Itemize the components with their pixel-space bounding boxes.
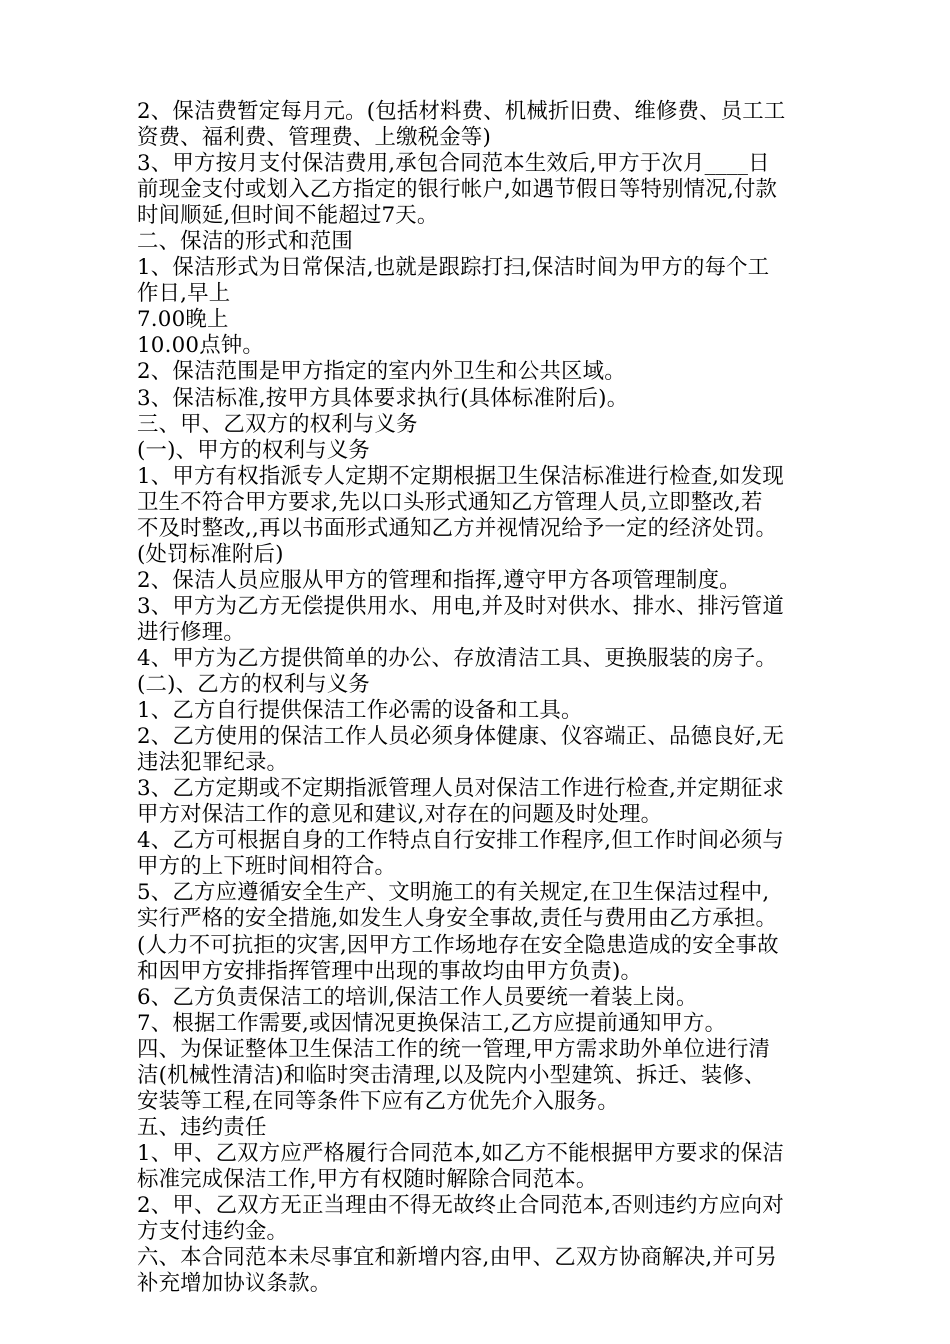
- text-line: 安装等工程,在同等条件下应有乙方优先介入服务。: [137, 1088, 619, 1114]
- text-line: 1、甲、乙双方应严格履行合同范本,如乙方不能根据甲方要求的保洁: [137, 1140, 784, 1166]
- text-line: 甲方的上下班时间相符合。: [137, 854, 397, 880]
- text-line: (人力不可抗拒的灾害,因甲方工作场地存在安全隐患造成的安全事故: [137, 932, 779, 958]
- text-line: 洁(机械性清洁)和临时突击清理,以及院内小型建筑、拆迁、装修、: [137, 1062, 766, 1088]
- section-heading: 三、甲、乙双方的权利与义务: [137, 411, 418, 437]
- text-line: 1、甲方有权指派专人定期不定期根据卫生保洁标准进行检查,如发现: [137, 463, 784, 489]
- text-line: 1、保洁形式为日常保洁,也就是跟踪打扫,保洁时间为甲方的每个工: [137, 255, 770, 281]
- text-line: 实行严格的安全措施,如发生人身安全事故,责任与费用由乙方承担。: [137, 906, 778, 932]
- text-line: 6、乙方负责保洁工的培训,保洁工作人员要统一着装上岗。: [137, 984, 698, 1010]
- text-line: 2、保洁费暂定每月元。(包括材料费、机械折旧费、维修费、员工工: [137, 99, 786, 124]
- text-line: 3、甲方按月支付保洁费用,承包合同范本生效后,甲方于次月____日: [137, 151, 770, 177]
- text-line: 5、乙方应遵循安全生产、文明施工的有关规定,在卫生保洁过程中,: [137, 880, 770, 906]
- text-line: 方支付违约金。: [137, 1219, 289, 1245]
- text-line: 甲方对保洁工作的意见和建议,对存在的问题及时处理。: [137, 802, 663, 828]
- text-line: 2、保洁人员应服从甲方的管理和指挥,遵守甲方各项管理制度。: [137, 567, 741, 593]
- text-line: 资费、福利费、管理费、上缴税金等): [137, 125, 491, 151]
- text-line: 和因甲方安排指挥管理中出现的事故均由甲方负责)。: [137, 958, 643, 984]
- text-line: 2、保洁范围是甲方指定的室内外卫生和公共区域。: [137, 359, 626, 385]
- text-line: 标准完成保洁工作,甲方有权随时解除合同范本。: [137, 1166, 598, 1192]
- text-line: 六、本合同范本未尽事宜和新增内容,由甲、乙双方协商解决,并可另: [137, 1245, 778, 1271]
- subsection-heading: (二)、乙方的权利与义务: [137, 672, 370, 698]
- text-line: 2、乙方使用的保洁工作人员必须身体健康、仪容端正、品德良好,无: [137, 724, 784, 750]
- document-body: [137, 99, 827, 1297]
- text-line: 3、甲方为乙方无偿提供用水、用电,并及时对供水、排水、排污管道: [137, 593, 784, 619]
- text-line: 4、甲方为乙方提供简单的办公、存放清洁工具、更换服装的房子。: [137, 645, 777, 671]
- text-line: 1、乙方自行提供保洁工作必需的设备和工具。: [137, 698, 583, 724]
- text-line: 4、乙方可根据自身的工作特点自行安排工作程序,但工作时间必须与: [137, 828, 784, 854]
- text-line: 卫生不符合甲方要求,先以口头形式通知乙方管理人员,立即整改,若: [137, 489, 763, 515]
- text-line: 作日,早上: [137, 281, 231, 307]
- section-heading: 二、保洁的形式和范围: [137, 229, 353, 255]
- text-line: (处罚标准附后): [137, 541, 284, 567]
- section-heading: 五、违约责任: [137, 1114, 267, 1140]
- text-line: 2、甲、乙双方无正当理由不得无故终止合同范本,否则违约方应向对: [137, 1192, 784, 1218]
- text-line: 违法犯罪纪录。: [137, 750, 289, 776]
- text-line: 7.00晚上: [137, 307, 229, 333]
- subsection-heading: (一)、甲方的权利与义务: [137, 437, 370, 463]
- text-line: 10.00点钟。: [137, 333, 265, 359]
- text-line: 时间顺延,但时间不能超过7天。: [137, 203, 439, 229]
- text-line: 补充增加协议条款。: [137, 1271, 332, 1297]
- text-line: 四、为保证整体卫生保洁工作的统一管理,甲方需求助外单位进行清: [137, 1036, 771, 1062]
- text-line: 前现金支付或划入乙方指定的银行帐户,如遇节假日等特别情况,付款: [137, 177, 778, 203]
- text-line: 不及时整改,,再以书面形式通知乙方并视情况给予一定的经济处罚。: [137, 515, 778, 541]
- text-line: 7、根据工作需要,或因情况更换保洁工,乙方应提前通知甲方。: [137, 1010, 727, 1036]
- text-line: 3、保洁标准,按甲方具体要求执行(具体标准附后)。: [137, 385, 629, 411]
- text-line: 进行修理。: [137, 619, 245, 645]
- text-line: 3、乙方定期或不定期指派管理人员对保洁工作进行检查,并定期征求: [137, 776, 784, 802]
